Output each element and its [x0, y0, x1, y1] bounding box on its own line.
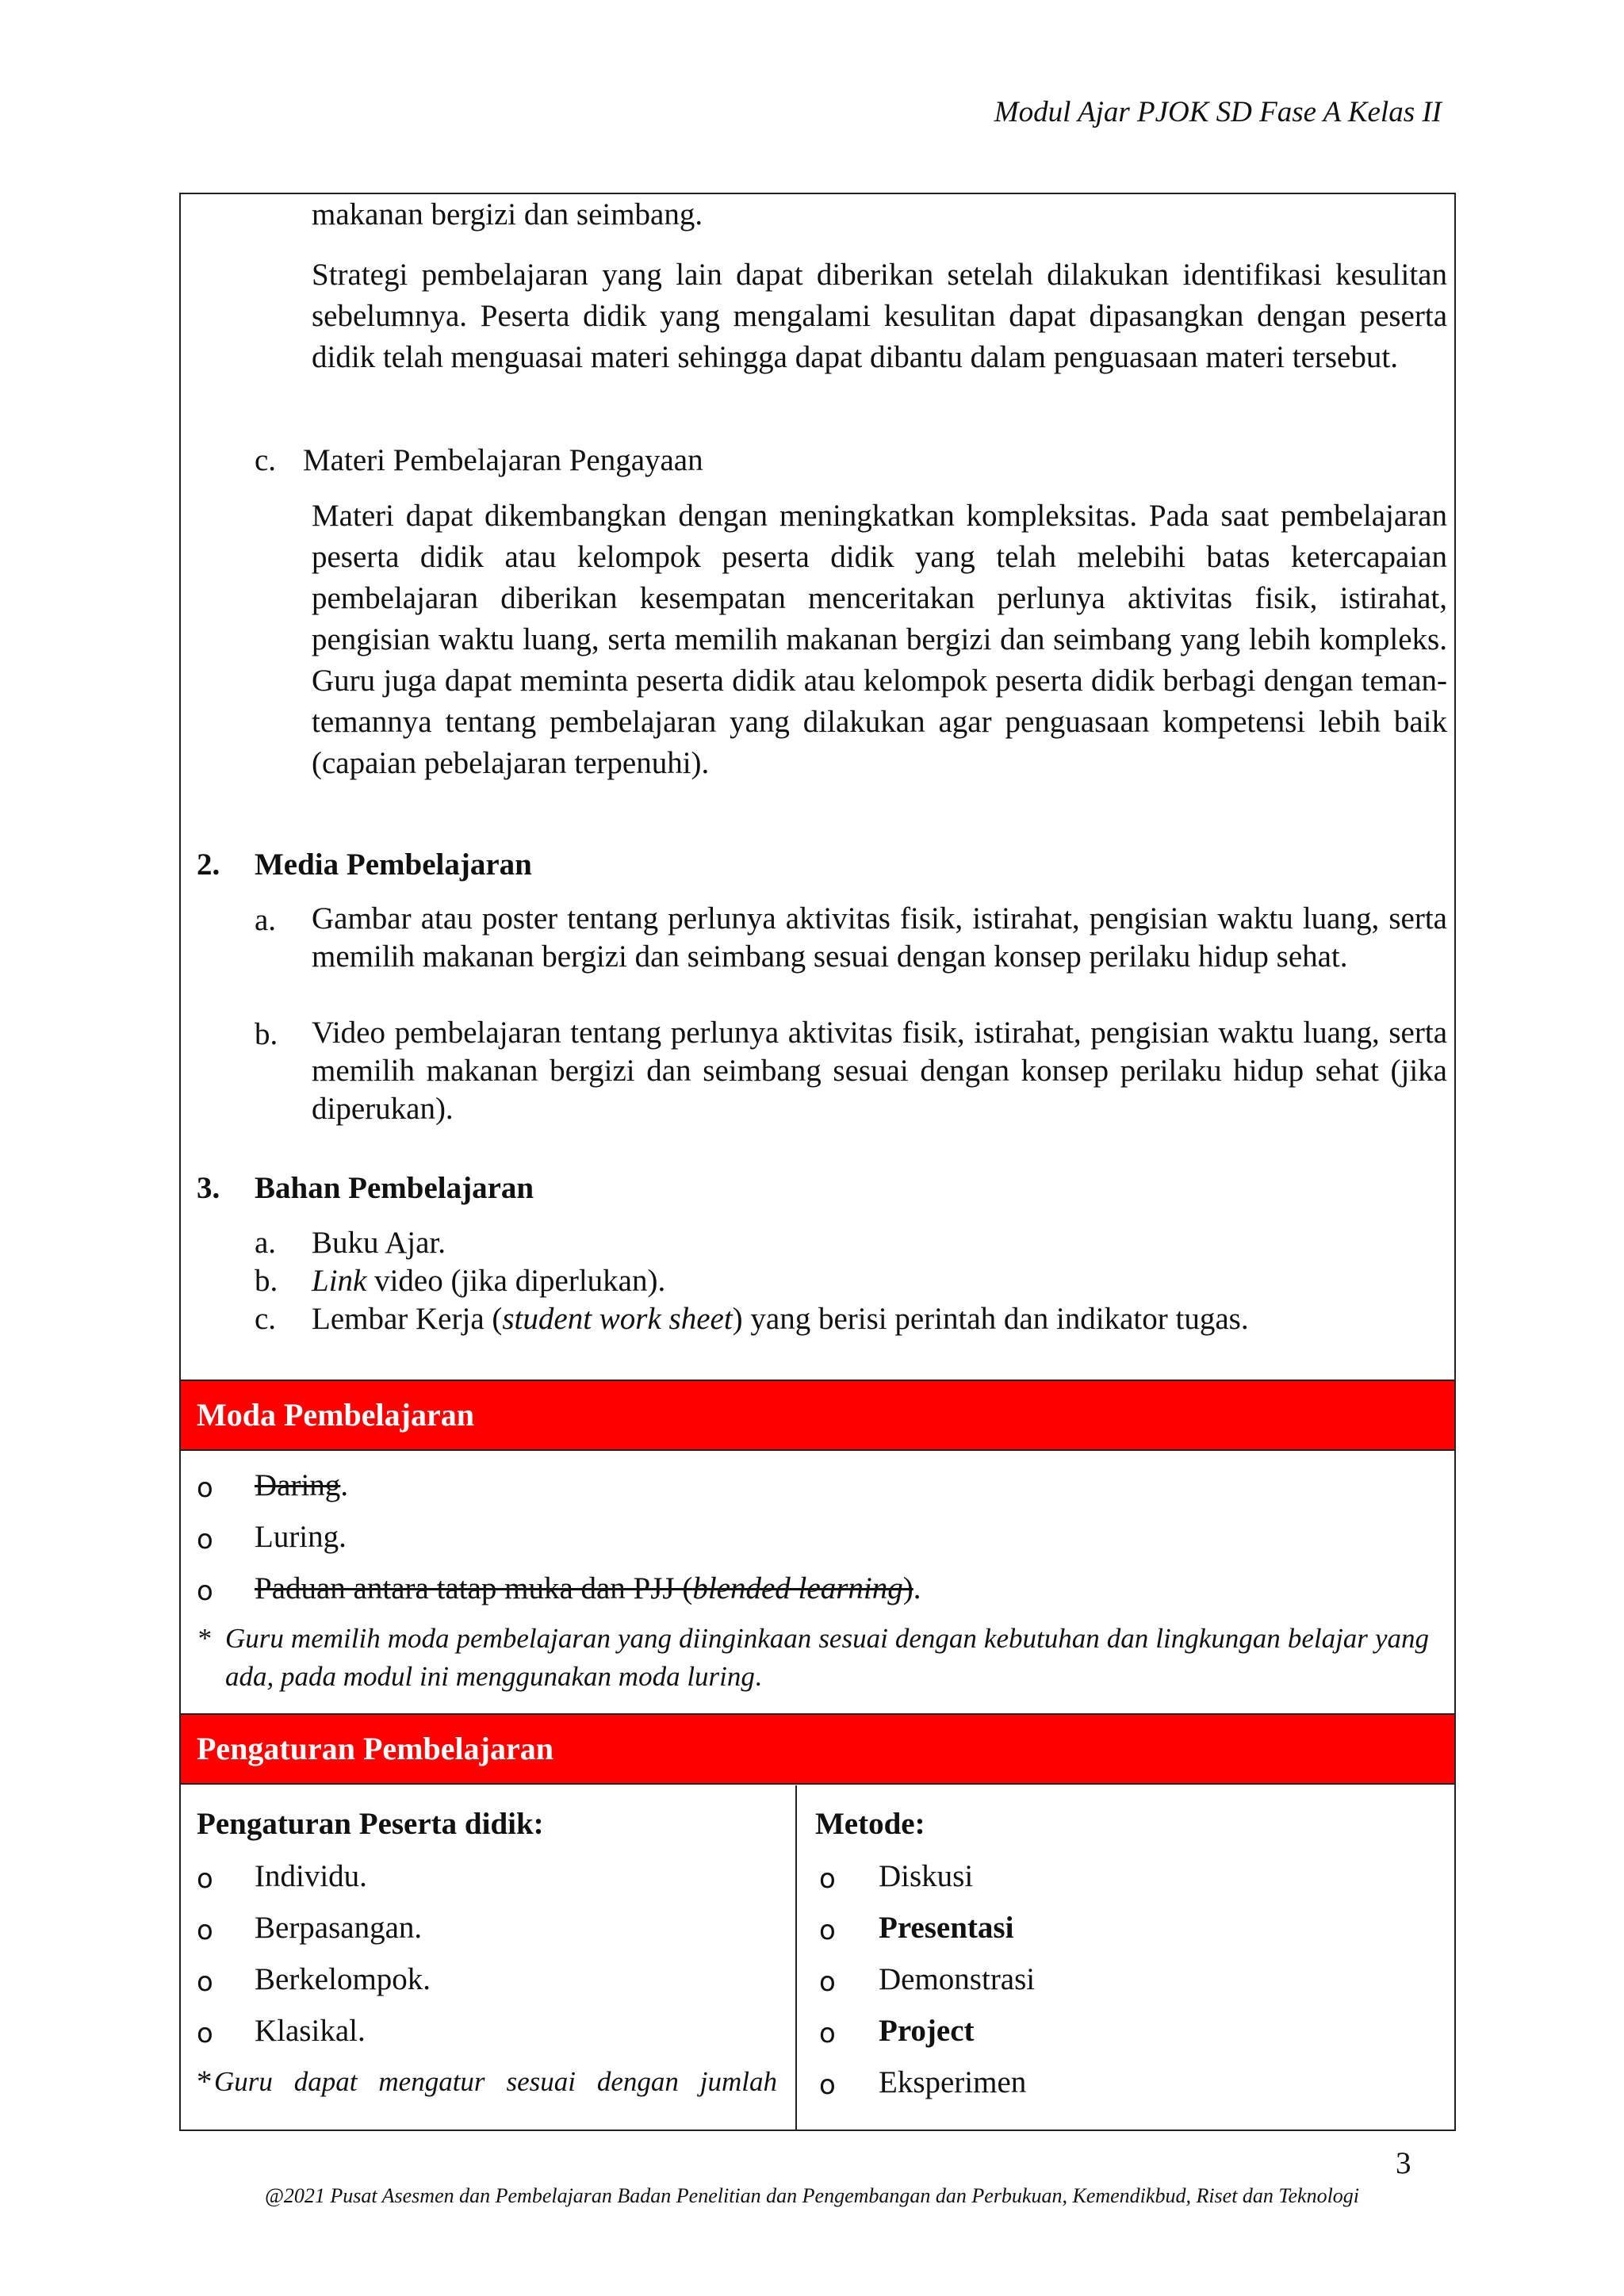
moda-option-luring: Luring.	[255, 1520, 347, 1554]
bahan-number: 3.	[197, 1171, 220, 1205]
page-header-title: Modul Ajar PJOK SD Fase A Kelas II	[994, 96, 1442, 128]
moda-option-daring-post: .	[340, 1468, 349, 1502]
metode-item-presentasi: Presentasi	[879, 1911, 1014, 1945]
metode-bullet-1: o	[819, 1863, 836, 1895]
media-item-b-marker: b.	[255, 1017, 278, 1051]
media-number: 2.	[197, 848, 220, 882]
moda-note-star: *	[197, 1623, 211, 1654]
peserta-bullet-3: o	[197, 1966, 213, 1998]
peserta-item-individu: Individu.	[255, 1859, 367, 1893]
bahan-item-a-text: Buku Ajar.	[312, 1226, 446, 1260]
pengaturan-heading: Pengaturan Pembelajaran	[181, 1713, 1454, 1785]
moda-option-blended-close: )	[902, 1571, 914, 1605]
content-frame	[179, 193, 1456, 2131]
moda-bullet-2: o	[197, 1524, 213, 1556]
peserta-title: Pengaturan Peserta didik:	[197, 1807, 544, 1841]
item-c-marker: c.	[255, 443, 277, 477]
moda-note	[225, 1620, 1429, 1696]
peserta-note-star: *	[197, 2064, 213, 2099]
column-divider	[795, 1785, 797, 2131]
metode-item-project: Project	[879, 2014, 975, 2048]
metode-item-demonstrasi: Demonstrasi	[879, 1962, 1036, 1996]
media-item-a-marker: a.	[255, 903, 277, 937]
enrichment-paragraph: Materi dapat dikembangkan dengan meningkatkan kompleksitas. Pada saat pembelajaran peserta didik atau kelompok peserta didik yang telah melebihi batas ketercapaian pembelajaran diberikan kesempatan menceritakan perlunya aktivitas fisik, istirahat, pengisian waktu luang, serta memilih makanan bergizi dan seimbang yang lebih kompleks. Guru juga dapat meminta peserta didik atau kelompok peserta didik berbagi dengan teman-temannya tentang pembelajaran yang dilakukan agar penguasaan kompetensi lebih baik (capaian pebelajaran terpenuhi).	[312, 499, 1447, 780]
page-number: 3	[1396, 2146, 1411, 2180]
moda-note-end: .	[754, 1661, 762, 1692]
bahan-item-c-post: ) yang berisi perintah dan indikator tugas.	[732, 1302, 1249, 1336]
metode-bullet-4: o	[819, 2018, 836, 2049]
peserta-note: Guru dapat mengatur sesuai dengan jumlah	[214, 2066, 777, 2097]
item-c-title: Materi Pembelajaran Pengayaan	[303, 443, 703, 477]
moda-note-text: Guru memilih moda pembelajaran yang diinginkaan sesuai dengan kebutuhan dan lingkungan belajar yang ada, pada modul ini menggunakan moda luring	[225, 1623, 1429, 1692]
bahan-item-c-line	[312, 1299, 1249, 1340]
peserta-bullet-1: o	[197, 1863, 213, 1895]
moda-option-blended-post: .	[913, 1571, 921, 1605]
peserta-item-berpasangan: Berpasangan.	[255, 1911, 423, 1945]
strategy-paragraph: Strategi pembelajaran yang lain dapat diberikan setelah dilakukan identifikasi kesulitan sebelumnya. Peserta didik yang mengalami kesulitan dapat dipasangkan dengan peserta didik telah menguasai materi sehingga dapat dibantu dalam penguasaan materi tersebut.	[312, 258, 1447, 374]
moda-option-blended-text: Paduan antara tatap muka dan PJJ (	[255, 1571, 693, 1605]
moda-bullet-3: o	[197, 1575, 213, 1607]
peserta-bullet-4: o	[197, 2018, 213, 2049]
bahan-title: Bahan Pembelajaran	[255, 1171, 534, 1205]
page-footer: @2021 Pusat Asesmen dan Pembelajaran Badan Penelitian dan Pengembangan dan Perbukuan, Kemendikbud, Riset dan Teknologi	[264, 2184, 1360, 2207]
metode-bullet-5: o	[819, 2069, 836, 2101]
moda-option-blended-italic: blended learning	[692, 1571, 903, 1605]
moda-heading: Moda Pembelajaran	[181, 1380, 1454, 1451]
bahan-item-c-marker: c.	[255, 1302, 277, 1336]
continuation-line: makanan bergizi dan seimbang.	[312, 197, 703, 232]
moda-option-blended	[255, 1568, 921, 1609]
metode-item-eksperimen: Eksperimen	[879, 2065, 1027, 2099]
bahan-item-c-pre: Lembar Kerja (	[312, 1302, 503, 1336]
moda-bullet-1: o	[197, 1472, 213, 1504]
metode-bullet-3: o	[819, 1966, 836, 1998]
metode-item-diskusi: Diskusi	[879, 1859, 974, 1893]
bahan-item-b-text: video (jika diperlukan).	[366, 1264, 666, 1298]
metode-title: Metode:	[815, 1807, 925, 1841]
media-title: Media Pembelajaran	[255, 848, 532, 882]
bahan-item-b-line	[312, 1261, 665, 1302]
peserta-item-klasikal: Klasikal.	[255, 2014, 366, 2048]
metode-bullet-2: o	[819, 1915, 836, 1946]
moda-option-daring	[255, 1465, 348, 1506]
media-item-a-text: Gambar atau poster tentang perlunya aktivitas fisik, istirahat, pengisian waktu luang, serta memilih makanan bergizi dan seimbang sesuai dengan konsep perilaku hidup sehat.	[312, 901, 1447, 974]
bahan-item-a-marker: a.	[255, 1226, 277, 1260]
peserta-item-berkelompok: Berkelompok.	[255, 1962, 431, 1996]
media-item-b-text: Video pembelajaran tentang perlunya aktivitas fisik, istirahat, pengisian waktu luang, serta memilih makanan bergizi dan seimbang sesuai dengan konsep perilaku hidup sehat (jika diperukan).	[312, 1016, 1447, 1126]
bahan-item-b-marker: b.	[255, 1264, 278, 1298]
bahan-item-b-italic: Link	[312, 1264, 367, 1298]
moda-option-daring-text: Daring	[255, 1468, 341, 1502]
bahan-item-c-italic: student work sheet	[502, 1302, 733, 1336]
peserta-bullet-2: o	[197, 1915, 213, 1946]
